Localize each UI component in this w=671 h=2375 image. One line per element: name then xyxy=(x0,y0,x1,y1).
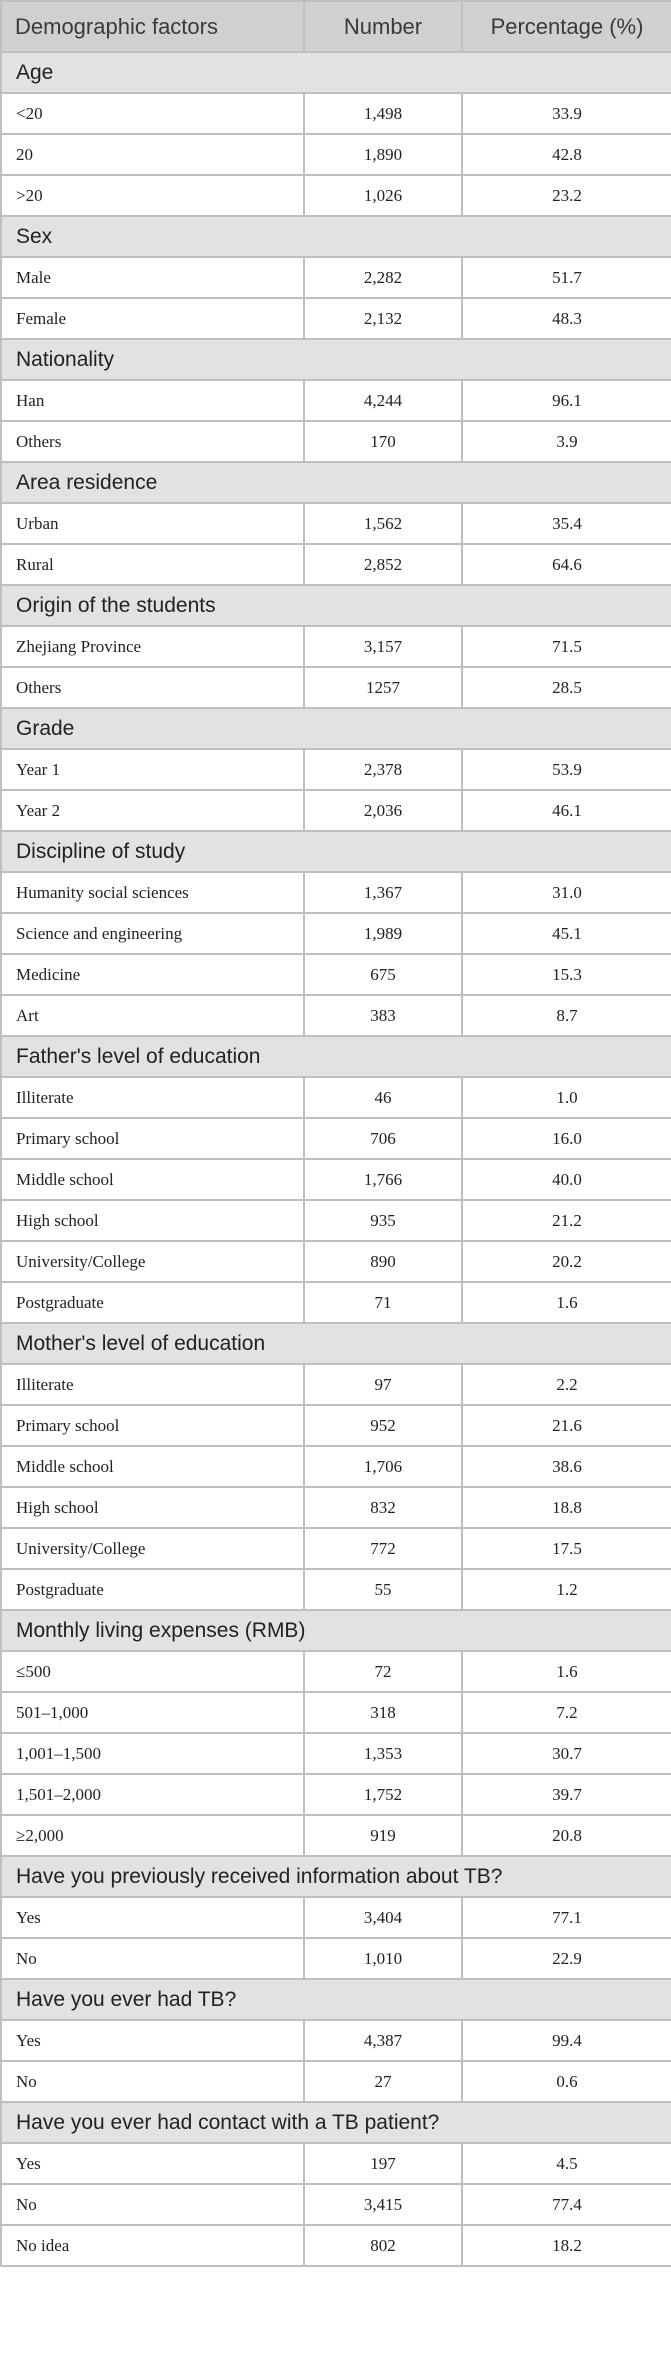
row-number: 1,766 xyxy=(304,1159,462,1200)
row-percentage: 38.6 xyxy=(462,1446,671,1487)
table-row xyxy=(1,790,671,831)
section-header-row xyxy=(1,462,671,503)
row-number: 72 xyxy=(304,1651,462,1692)
table-row xyxy=(1,872,671,913)
section-title: Nationality xyxy=(1,339,671,380)
row-percentage: 20.8 xyxy=(462,1815,671,1856)
section-title: Origin of the students xyxy=(1,585,671,626)
row-number: 1,026 xyxy=(304,175,462,216)
row-label: >20 xyxy=(1,175,304,216)
row-percentage: 21.2 xyxy=(462,1200,671,1241)
table-row xyxy=(1,134,671,175)
section-header-row xyxy=(1,1323,671,1364)
row-percentage: 18.2 xyxy=(462,2225,671,2266)
section-header-row xyxy=(1,708,671,749)
row-label: 1,501–2,000 xyxy=(1,1774,304,1815)
section-header-row xyxy=(1,1610,671,1651)
table-row xyxy=(1,749,671,790)
table-row xyxy=(1,503,671,544)
table-row xyxy=(1,1487,671,1528)
table-row xyxy=(1,1774,671,1815)
row-number: 935 xyxy=(304,1200,462,1241)
row-percentage: 22.9 xyxy=(462,1938,671,1979)
row-number: 3,157 xyxy=(304,626,462,667)
table-row xyxy=(1,1364,671,1405)
row-number: 197 xyxy=(304,2143,462,2184)
section-title: Have you previously received information about TB? xyxy=(1,1856,671,1897)
row-label: 20 xyxy=(1,134,304,175)
row-label: No xyxy=(1,2061,304,2102)
row-percentage: 51.7 xyxy=(462,257,671,298)
header-number: Number xyxy=(304,1,462,52)
row-number: 706 xyxy=(304,1118,462,1159)
row-number: 46 xyxy=(304,1077,462,1118)
table-row xyxy=(1,1200,671,1241)
table-row xyxy=(1,1118,671,1159)
row-percentage: 18.8 xyxy=(462,1487,671,1528)
table-row xyxy=(1,1651,671,1692)
row-number: 1,010 xyxy=(304,1938,462,1979)
row-percentage: 3.9 xyxy=(462,421,671,462)
section-title: Area residence xyxy=(1,462,671,503)
row-label: Yes xyxy=(1,1897,304,1938)
section-title: Have you ever had TB? xyxy=(1,1979,671,2020)
table-row xyxy=(1,2020,671,2061)
table-row xyxy=(1,298,671,339)
row-number: 55 xyxy=(304,1569,462,1610)
row-label: Year 2 xyxy=(1,790,304,831)
section-title: Father's level of education xyxy=(1,1036,671,1077)
row-label: Illiterate xyxy=(1,1364,304,1405)
row-label: Zhejiang Province xyxy=(1,626,304,667)
row-number: 1,562 xyxy=(304,503,462,544)
row-label: ≥2,000 xyxy=(1,1815,304,1856)
table-row xyxy=(1,954,671,995)
row-number: 97 xyxy=(304,1364,462,1405)
row-number: 802 xyxy=(304,2225,462,2266)
row-label: Primary school xyxy=(1,1118,304,1159)
section-header-row xyxy=(1,339,671,380)
row-label: Year 1 xyxy=(1,749,304,790)
header-percentage: Percentage (%) xyxy=(462,1,671,52)
table-body xyxy=(1,52,671,2266)
row-number: 1,353 xyxy=(304,1733,462,1774)
row-label: No xyxy=(1,2184,304,2225)
table-row xyxy=(1,913,671,954)
row-number: 1,752 xyxy=(304,1774,462,1815)
table-row xyxy=(1,2184,671,2225)
row-number: 2,132 xyxy=(304,298,462,339)
row-percentage: 48.3 xyxy=(462,298,671,339)
section-title: Have you ever had contact with a TB patient? xyxy=(1,2102,671,2143)
section-title: Age xyxy=(1,52,671,93)
row-label: No xyxy=(1,1938,304,1979)
row-percentage: 1.0 xyxy=(462,1077,671,1118)
section-title: Mother's level of education xyxy=(1,1323,671,1364)
table-row xyxy=(1,667,671,708)
row-label: Art xyxy=(1,995,304,1036)
row-label: Science and engineering xyxy=(1,913,304,954)
row-label: Rural xyxy=(1,544,304,585)
section-header-row xyxy=(1,1979,671,2020)
row-number: 4,244 xyxy=(304,380,462,421)
section-header-row xyxy=(1,585,671,626)
row-label: Female xyxy=(1,298,304,339)
row-percentage: 16.0 xyxy=(462,1118,671,1159)
row-number: 170 xyxy=(304,421,462,462)
row-percentage: 77.1 xyxy=(462,1897,671,1938)
table-row xyxy=(1,1692,671,1733)
section-title: Monthly living expenses (RMB) xyxy=(1,1610,671,1651)
row-label: High school xyxy=(1,1487,304,1528)
table-row xyxy=(1,1528,671,1569)
row-number: 1,367 xyxy=(304,872,462,913)
header-row xyxy=(1,1,671,52)
row-label: <20 xyxy=(1,93,304,134)
row-label: Yes xyxy=(1,2143,304,2184)
row-percentage: 2.2 xyxy=(462,1364,671,1405)
row-label: Others xyxy=(1,421,304,462)
row-percentage: 21.6 xyxy=(462,1405,671,1446)
row-percentage: 0.6 xyxy=(462,2061,671,2102)
section-header-row xyxy=(1,1036,671,1077)
row-percentage: 1.6 xyxy=(462,1651,671,1692)
row-percentage: 4.5 xyxy=(462,2143,671,2184)
table-row xyxy=(1,380,671,421)
table-row xyxy=(1,93,671,134)
row-number: 1257 xyxy=(304,667,462,708)
table-row xyxy=(1,1282,671,1323)
row-number: 4,387 xyxy=(304,2020,462,2061)
row-percentage: 53.9 xyxy=(462,749,671,790)
row-label: ≤500 xyxy=(1,1651,304,1692)
row-label: Yes xyxy=(1,2020,304,2061)
section-header-row xyxy=(1,216,671,257)
row-number: 890 xyxy=(304,1241,462,1282)
row-label: Postgraduate xyxy=(1,1569,304,1610)
row-label: Primary school xyxy=(1,1405,304,1446)
section-title: Grade xyxy=(1,708,671,749)
row-number: 383 xyxy=(304,995,462,1036)
row-percentage: 23.2 xyxy=(462,175,671,216)
row-label: 501–1,000 xyxy=(1,1692,304,1733)
row-percentage: 20.2 xyxy=(462,1241,671,1282)
row-percentage: 8.7 xyxy=(462,995,671,1036)
section-header-row xyxy=(1,52,671,93)
table-row xyxy=(1,1815,671,1856)
row-label: Illiterate xyxy=(1,1077,304,1118)
row-percentage: 30.7 xyxy=(462,1733,671,1774)
table-row xyxy=(1,421,671,462)
row-number: 1,890 xyxy=(304,134,462,175)
header-demographic-factors: Demographic factors xyxy=(1,1,304,52)
table-row xyxy=(1,995,671,1036)
row-number: 1,498 xyxy=(304,93,462,134)
row-label: Middle school xyxy=(1,1159,304,1200)
row-number: 919 xyxy=(304,1815,462,1856)
table-row xyxy=(1,1938,671,1979)
table-row xyxy=(1,544,671,585)
section-header-row xyxy=(1,2102,671,2143)
row-label: No idea xyxy=(1,2225,304,2266)
row-number: 1,706 xyxy=(304,1446,462,1487)
row-label: Male xyxy=(1,257,304,298)
row-number: 675 xyxy=(304,954,462,995)
row-percentage: 17.5 xyxy=(462,1528,671,1569)
row-number: 3,415 xyxy=(304,2184,462,2225)
row-percentage: 39.7 xyxy=(462,1774,671,1815)
row-number: 2,378 xyxy=(304,749,462,790)
row-label: Postgraduate xyxy=(1,1282,304,1323)
row-percentage: 71.5 xyxy=(462,626,671,667)
row-percentage: 46.1 xyxy=(462,790,671,831)
row-number: 318 xyxy=(304,1692,462,1733)
table-row xyxy=(1,175,671,216)
row-label: Middle school xyxy=(1,1446,304,1487)
row-label: 1,001–1,500 xyxy=(1,1733,304,1774)
row-number: 3,404 xyxy=(304,1897,462,1938)
row-label: University/College xyxy=(1,1528,304,1569)
row-percentage: 31.0 xyxy=(462,872,671,913)
row-label: Others xyxy=(1,667,304,708)
row-number: 71 xyxy=(304,1282,462,1323)
row-percentage: 96.1 xyxy=(462,380,671,421)
table-row xyxy=(1,1569,671,1610)
row-percentage: 77.4 xyxy=(462,2184,671,2225)
row-number: 2,282 xyxy=(304,257,462,298)
table-row xyxy=(1,626,671,667)
row-number: 2,036 xyxy=(304,790,462,831)
row-label: Urban xyxy=(1,503,304,544)
table-row xyxy=(1,1241,671,1282)
row-percentage: 1.2 xyxy=(462,1569,671,1610)
table-row xyxy=(1,1405,671,1446)
table-row xyxy=(1,1897,671,1938)
table-row xyxy=(1,2143,671,2184)
row-label: High school xyxy=(1,1200,304,1241)
row-percentage: 42.8 xyxy=(462,134,671,175)
table-row xyxy=(1,2225,671,2266)
row-percentage: 64.6 xyxy=(462,544,671,585)
row-number: 2,852 xyxy=(304,544,462,585)
table-row xyxy=(1,2061,671,2102)
row-percentage: 40.0 xyxy=(462,1159,671,1200)
section-title: Sex xyxy=(1,216,671,257)
table-row xyxy=(1,1733,671,1774)
row-percentage: 1.6 xyxy=(462,1282,671,1323)
row-percentage: 33.9 xyxy=(462,93,671,134)
row-label: Han xyxy=(1,380,304,421)
row-number: 832 xyxy=(304,1487,462,1528)
row-percentage: 35.4 xyxy=(462,503,671,544)
row-percentage: 28.5 xyxy=(462,667,671,708)
row-label: Humanity social sciences xyxy=(1,872,304,913)
row-number: 952 xyxy=(304,1405,462,1446)
row-number: 1,989 xyxy=(304,913,462,954)
row-percentage: 99.4 xyxy=(462,2020,671,2061)
row-label: Medicine xyxy=(1,954,304,995)
table-row xyxy=(1,1159,671,1200)
section-header-row xyxy=(1,1856,671,1897)
row-percentage: 7.2 xyxy=(462,1692,671,1733)
section-header-row xyxy=(1,831,671,872)
table-row xyxy=(1,257,671,298)
table-row xyxy=(1,1446,671,1487)
row-number: 27 xyxy=(304,2061,462,2102)
row-percentage: 45.1 xyxy=(462,913,671,954)
row-percentage: 15.3 xyxy=(462,954,671,995)
row-label: University/College xyxy=(1,1241,304,1282)
table-row xyxy=(1,1077,671,1118)
section-title: Discipline of study xyxy=(1,831,671,872)
row-number: 772 xyxy=(304,1528,462,1569)
